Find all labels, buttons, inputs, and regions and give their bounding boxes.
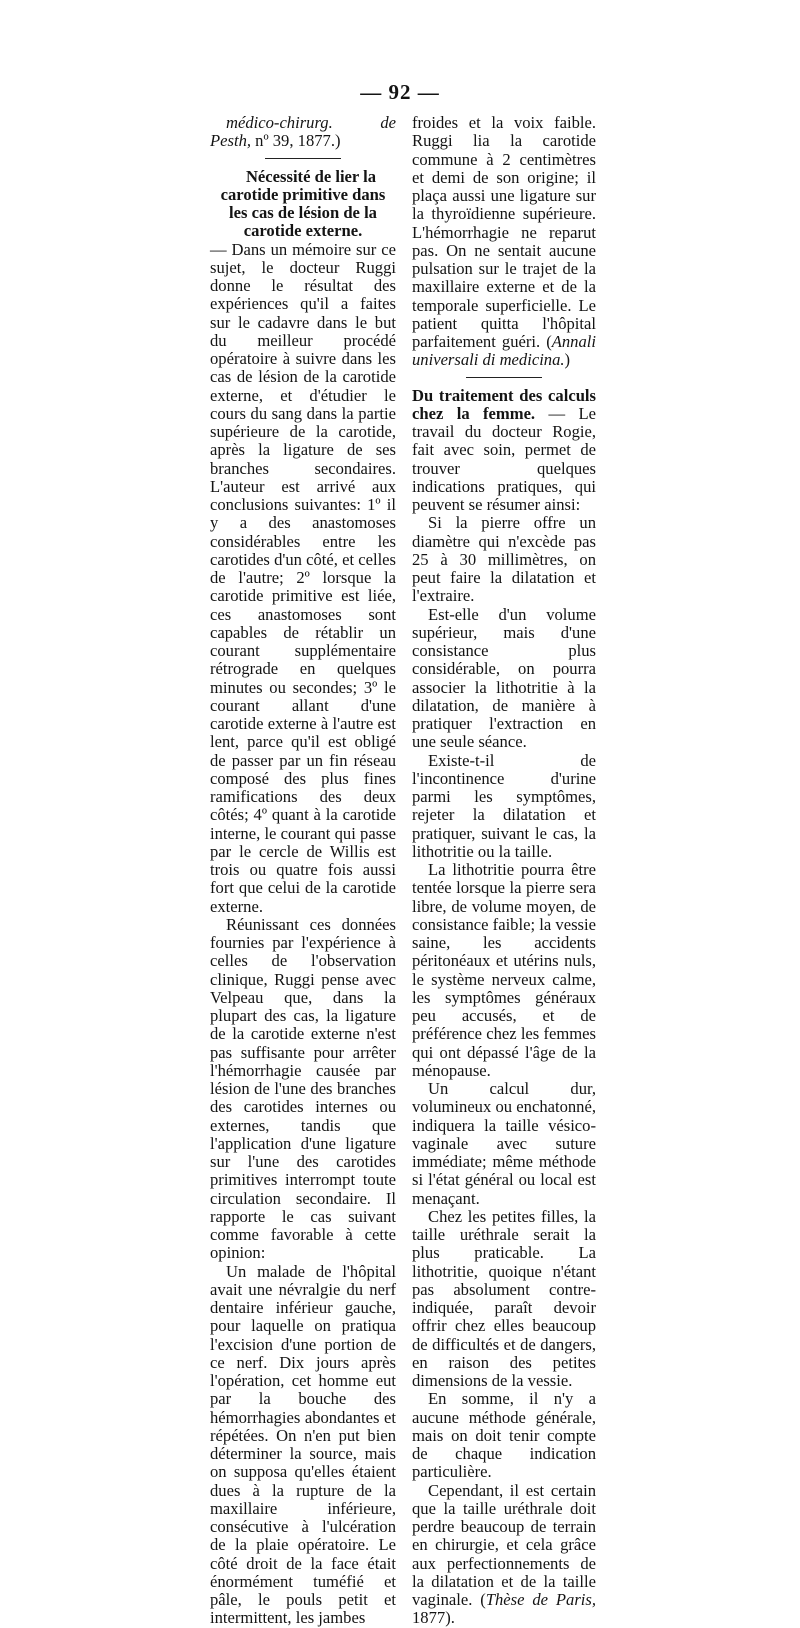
article-paragraph — [412, 1482, 596, 1628]
section-divider — [265, 158, 341, 159]
reference-continuation — [210, 114, 396, 151]
article-paragraph: Existe-t-il de l'incontinence d'urine parmi les symptômes, rejeter la dilatation et pratiquer, suivant le cas, la lithotritie ou la taille. — [412, 750, 596, 861]
article-title-carotide: Nécessité de lier la carotide primitive dans les cas de lésion de la carotide externe. — [220, 166, 386, 241]
thesis-source: Thèse de Paris, — [485, 1590, 597, 1609]
right-column — [412, 114, 596, 1628]
final-text: Cependant, il est certain que la taille uréthrale doit perdre beaucoup de terrain en chirurgie, et cela grâce aux perfectionnements de la dilatation et de la taille vaginale. ( — [412, 1480, 596, 1609]
article-paragraph: Un malade de l'hôpital avait une névralgie du nerf dentaire inférieur gauche, pour laquelle on pratiqua l'excision d'une portion de ce nerf. Dix jours après l'opération, cet homme eut par la bouche des hémorrhagies abondantes et répétées. On n'en put bien déterminer la source, mais on supposa qu'elles étaient dues à la rupture de la maxillaire inférieure, consécutive à l'ulcération de la plaie opératoire. Le côté droit de la face était énormément tuméfié et pâle, le pouls petit et intermittent, les jambes — [210, 1261, 396, 1628]
source-close: ) — [564, 350, 571, 370]
reference-tail: nº 39, 1877.) — [251, 131, 341, 151]
article-intro-calculs — [412, 387, 596, 515]
article-paragraph: — Dans un mémoire sur ce sujet, le docteur Ruggi donne le résultat des expériences qu'il a faites sur le cadavre dans le but du meilleur procédé opératoire à suivre dans les cas de lésion de la carotide externe, et d'étudier le cours du sang dans la partie supérieure de la carotide, après la ligature de ses branches secondaires. L'auteur est arrivé aux conclusions suivantes: 1º il y a des anastomoses considérables entre les carotides d'un côté, et celles de l'autre; 2º lorsque la carotide primitive est liée, ces anastomoses sont capables de rétablir un courant supplémentaire rétrograde en quelques minutes ou secondes; 3º le courant allant d'une carotide externe à l'autre est lent, parce qu'il est obligé de passer par un fin réseau composé des plus fines ramifications des deux côtés; 4º quant à la carotide interne, le courant qui passe par le cercle de Willis est trois ou quatre fois aussi fort que celui de la carotide externe. — [210, 239, 396, 916]
article-paragraph: Réunissant ces données fournies par l'expérience à celles de l'observation clinique, Ruggi pense avec Velpeau que, dans la plupart des cas, la ligature de la carotide externe n'est pas suffisante pour arrêter l'hémorrhagie causée par lésion de l'une des branches des carotides internes ou externes, tandis que l'application d'une ligature sur l'une des carotides primitives interrompt toute circulation secondaire. Il rapporte le cas suivant comme favorable à cette opinion: — [210, 914, 396, 1263]
article-intro-text: — Le travail du docteur Rogie, fait avec soin, permet de trouver quelques indications pratiques, qui peuvent se résumer ainsi: — [412, 403, 596, 514]
article-paragraph: Chez les petites filles, la taille uréthrale serait la plus praticable. La lithotritie, quoique n'étant pas absolument contre-indiquée, paraît devoir offrir chez elles beaucoup de difficultés et de dangers, en raison des petites dimensions de la vessie. — [412, 1206, 596, 1390]
thesis-year: 1877). — [412, 1608, 455, 1628]
article-continuation — [412, 114, 596, 370]
reference-journal: médico-chirurg. de Pesth, — [210, 113, 396, 151]
article-paragraph: Si la pierre offre un diamètre qui n'excède pas 25 à 30 millimètres, on peut faire la dilatation et l'extraire. — [412, 513, 596, 606]
section-divider — [466, 377, 542, 378]
article-title-calculs: Du traitement des calculs chez la femme. — [412, 385, 596, 423]
left-column — [210, 114, 396, 1628]
page-number: — 92 — — [360, 80, 440, 104]
article-paragraph: En somme, il n'y a aucune méthode générale, mais on doit tenir compte de chaque indication particulière. — [412, 1389, 596, 1482]
article-paragraph: La lithotritie pourra être tentée lorsque la pierre sera libre, de volume moyen, de consistance faible; la vessie saine, les accidents péritonéaux et utérins nuls, le système nerveux calme, les symptômes généraux peu accusés, et de préférence chez les femmes qui ont dépassé l'âge de la ménopause. — [412, 860, 596, 1080]
article-paragraph: Un calcul dur, volumineux ou enchatonné, indiquera la taille vésico-vaginale avec suture immédiate; même méthode si l'état général ou local est menaçant. — [412, 1079, 596, 1208]
article-source: Annali universali di medicina. — [412, 332, 596, 370]
article-paragraph: Est-elle d'un volume supérieur, mais d'une consistance plus considérable, on pourra associer la lithotritie à la dilatation, de manière à pratiquer l'extraction en une seule séance. — [412, 604, 596, 752]
continuation-text: froides et la voix faible. Ruggi lia la carotide commune à 2 centimètres et demi de son origine; il plaça aussi une ligature sur la thyroïdienne supérieure. L'hémorrhagie ne reparut pas. On ne sentait aucune pulsation sur le trajet de la maxillaire externe et de la temporale superficielle. Le patient quitta l'hôpital parfaitement guéri. ( — [412, 113, 596, 351]
